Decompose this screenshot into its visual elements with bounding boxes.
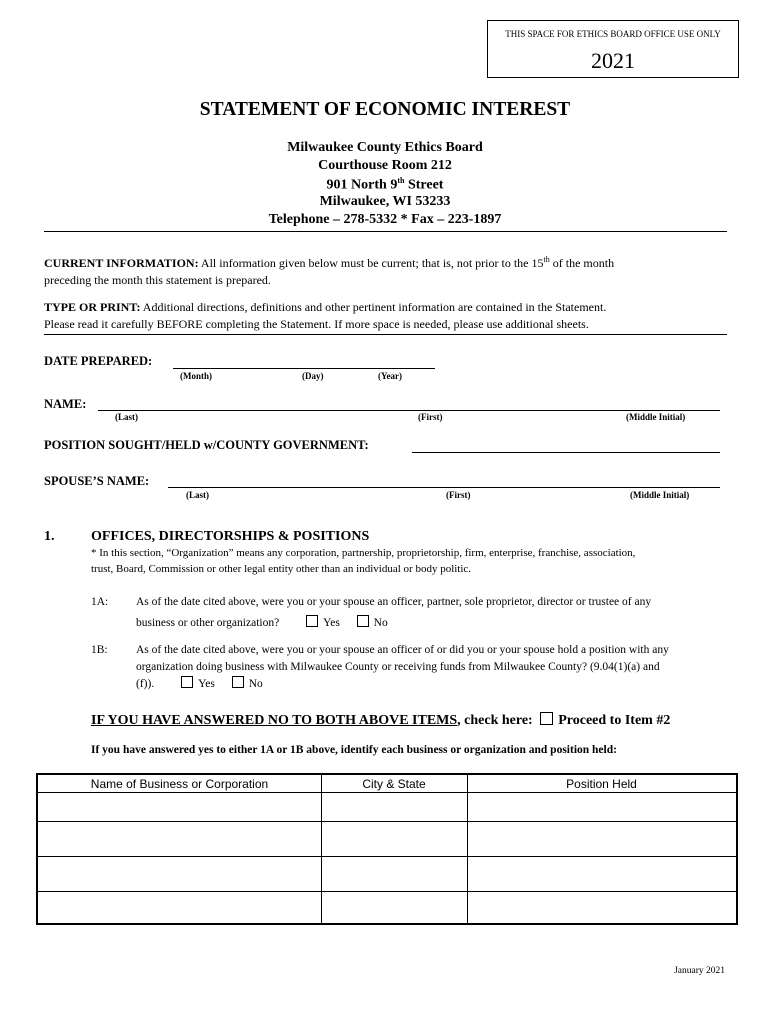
if-yes-instruction: If you have answered yes to either 1A or 1B above, identify each business or organization and position held: <box>91 744 617 756</box>
table-row[interactable] <box>38 857 321 891</box>
year-caption: (Year) <box>378 371 402 381</box>
address-phone-fax: Telephone – 278-5332 * Fax – 223-1897 <box>268 212 502 227</box>
section-heading: OFFICES, DIRECTORSHIPS & POSITIONS <box>91 529 370 544</box>
table-row[interactable] <box>38 892 321 923</box>
address-line-1: Milwaukee County Ethics Board <box>287 140 483 155</box>
current-info-paragraph: CURRENT INFORMATION: All information given below must be current; that is, not prior to the 15th of the month preceding the month this statement is prepared. <box>44 255 615 287</box>
type-or-print-paragraph: TYPE OR PRINT: Additional directions, definitions and other pertinent information are contained in the Statement. Please read it carefully BEFORE completing the Statement. If more space is needed, please use additional sheets. <box>44 300 607 331</box>
spouse-middle-initial-caption: (Middle Initial) <box>630 490 690 500</box>
office-use-note: THIS SPACE FOR ETHICS BOARD OFFICE USE ONLY <box>505 29 721 39</box>
month-caption: (Month) <box>180 371 212 381</box>
address-line-3: 901 North 9th Street <box>326 176 444 193</box>
first-caption: (First) <box>418 412 443 422</box>
question-1a-yes-checkbox[interactable] <box>306 615 318 627</box>
organization-definition: * In this section, “Organization” means any corporation, partnership, proprietorship, firm, enterprise, franchise, association, trust, Board, Commission or other legal entity other than an individual or body politic. <box>91 547 636 575</box>
last-caption: (Last) <box>115 412 138 422</box>
question-1a-text: As of the date cited above, were you or your spouse an officer, partner, sole proprietor, director or trustee of any business or other organization? Yes No <box>136 596 652 629</box>
address-line-4: Milwaukee, WI 53233 <box>319 194 451 209</box>
position-field[interactable] <box>412 452 720 453</box>
divider <box>44 334 727 335</box>
table-header-city-state: City & State <box>362 777 426 791</box>
position-label: POSITION SOUGHT/HELD w/COUNTY GOVERNMENT: <box>44 438 369 452</box>
spouse-name-label: SPOUSE’S NAME: <box>44 474 150 488</box>
section-number: 1. <box>44 529 55 544</box>
office-year: 2021 <box>591 48 635 73</box>
table-row[interactable] <box>38 793 321 821</box>
name-field[interactable] <box>98 410 720 411</box>
spouse-first-caption: (First) <box>446 490 471 500</box>
question-1b-yes-checkbox[interactable] <box>181 676 193 688</box>
no-label: No <box>248 678 263 690</box>
day-caption: (Day) <box>302 371 324 381</box>
middle-initial-caption: (Middle Initial) <box>626 412 686 422</box>
question-1b-text: As of the date cited above, were you or your spouse an officer of or did you or your spouse hold a position with any organization doing business with Milwaukee County or receiving funds from Milwaukee County? (9.04(1)(a) and (f)). Yes No <box>136 644 669 690</box>
yes-label: Yes <box>323 617 340 629</box>
name-label: NAME: <box>44 397 87 411</box>
no-label: No <box>373 617 388 629</box>
page-title: STATEMENT OF ECONOMIC INTEREST <box>199 99 571 120</box>
table-header-business: Name of Business or Corporation <box>90 777 269 791</box>
yes-label: Yes <box>198 678 215 690</box>
spouse-last-caption: (Last) <box>186 490 209 500</box>
answered-no-line: IF YOU HAVE ANSWERED NO TO BOTH ABOVE ITEMS, check here: Proceed to Item #2 <box>91 713 671 728</box>
table-row[interactable] <box>38 822 321 856</box>
address-line-2: Courthouse Room 212 <box>318 158 452 173</box>
date-prepared-label: DATE PREPARED: <box>44 354 153 368</box>
question-1b-label: 1B: <box>91 644 108 656</box>
question-1a-no-checkbox[interactable] <box>357 615 369 627</box>
spouse-name-field[interactable] <box>168 487 720 488</box>
divider <box>44 231 727 232</box>
question-1a-label: 1A: <box>91 596 109 608</box>
business-table <box>36 773 738 925</box>
date-prepared-field[interactable] <box>173 368 435 369</box>
proceed-checkbox[interactable] <box>540 712 553 725</box>
question-1b-no-checkbox[interactable] <box>232 676 244 688</box>
table-header-position: Position Held <box>566 777 637 791</box>
footer-date: January 2021 <box>674 966 725 976</box>
office-use-box <box>487 20 739 78</box>
